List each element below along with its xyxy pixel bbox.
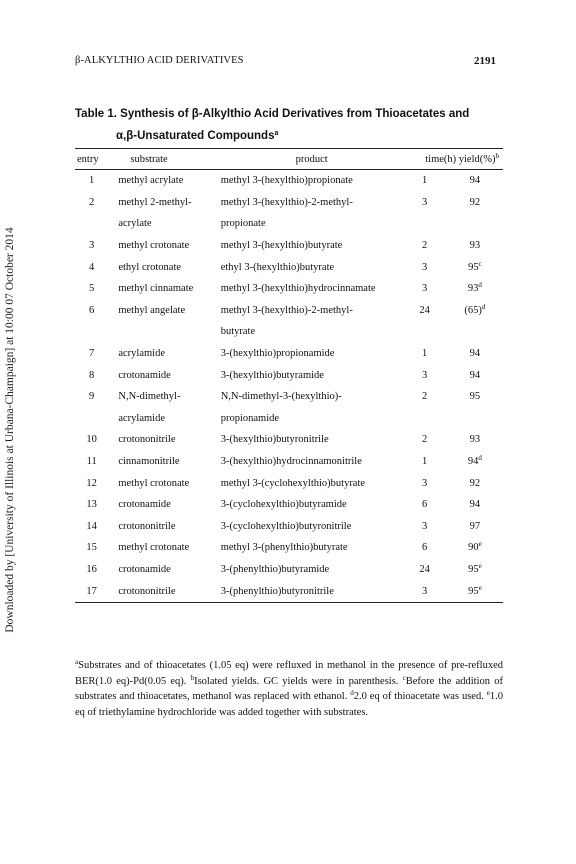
entry-cell xyxy=(75,321,108,343)
page-header xyxy=(75,55,496,67)
col-header-time-yield-text: time(h) yield(%) xyxy=(425,153,496,165)
substrate-cell: N,N-dimethyl- xyxy=(118,391,181,403)
entry-cell: 4 xyxy=(89,261,95,273)
yield-cell xyxy=(447,580,503,602)
running-head: β-ALKYLTHIO ACID DERIVATIVES xyxy=(75,55,244,66)
substrate-cell: methyl cinnamate xyxy=(118,283,194,295)
caption-line-1: Table 1. Synthesis of β-Alkylthio Acid Derivatives from Thioacetates and xyxy=(75,108,470,120)
caption-line-2-text: α,β-Unsaturated Compounds xyxy=(116,130,275,142)
col-header-footnote-mark: b xyxy=(495,151,499,160)
table-body xyxy=(75,170,503,603)
yield-footnote-mark: e xyxy=(478,583,482,592)
substrate-cell: crotononitrile xyxy=(118,434,176,446)
substrate-cell: acrylamide xyxy=(118,412,165,424)
substrate-cell: acrylate xyxy=(118,218,152,230)
table-row xyxy=(75,386,503,408)
table-row xyxy=(75,580,503,602)
table-row xyxy=(75,429,503,451)
product-cell: 3-(cyclohexylthio)butyronitrile xyxy=(220,520,352,532)
table-row xyxy=(75,559,503,581)
table-row xyxy=(75,170,503,192)
yield-value: 93 xyxy=(467,283,479,295)
caption-footnote-mark: a xyxy=(274,130,279,137)
footnote-mark: e xyxy=(486,689,490,697)
entry-cell: 8 xyxy=(89,369,95,381)
yield-cell xyxy=(447,472,503,494)
yield-cell xyxy=(447,559,503,581)
product-cell: butyrate xyxy=(220,326,256,338)
yield-cell xyxy=(447,537,503,559)
time-cell: 2 xyxy=(422,391,428,403)
time-cell: 3 xyxy=(422,520,428,532)
yield-value: 92 xyxy=(469,196,481,208)
product-cell: propionate xyxy=(220,218,266,230)
substrate-cell: crotononitrile xyxy=(118,520,176,532)
time-cell: 3 xyxy=(422,196,428,208)
substrate-cell: crotonamide xyxy=(118,563,171,575)
col-header-entry: entry xyxy=(75,149,108,170)
product-cell: 3-(hexylthio)hydrocinnamonitrile xyxy=(220,456,362,468)
yield-cell xyxy=(447,235,503,257)
yield-value: 94 xyxy=(469,175,481,187)
yield-cell xyxy=(447,170,503,192)
product-cell: 3-(hexylthio)propionamide xyxy=(220,348,335,360)
yield-value: 95 xyxy=(468,585,479,597)
footnote-text: 2.0 eq of thioacetate was used. xyxy=(353,691,487,702)
product-cell: 3-(cyclohexylthio)butyramide xyxy=(220,499,347,511)
table-row xyxy=(75,472,503,494)
table-row xyxy=(75,235,503,257)
substrate-cell: methyl crotonate xyxy=(118,477,190,489)
time-cell: 3 xyxy=(422,283,428,295)
results-table xyxy=(75,148,503,603)
entry-cell: 14 xyxy=(86,520,97,532)
time-cell xyxy=(403,213,447,235)
table-footnotes xyxy=(75,658,503,720)
yield-cell xyxy=(447,451,503,473)
yield-cell xyxy=(447,300,503,322)
product-cell: methyl 3-(hexylthio)-2-methyl- xyxy=(220,196,353,208)
substrate-cell: acrylamide xyxy=(118,348,165,360)
entry-cell: 10 xyxy=(86,434,97,446)
col-header-substrate: substrate xyxy=(108,149,220,170)
entry-cell: 1 xyxy=(89,175,95,187)
entry-cell: 2 xyxy=(89,196,95,208)
col-header-product: product xyxy=(221,149,403,170)
time-cell: 24 xyxy=(419,304,430,316)
yield-cell xyxy=(447,429,503,451)
substrate-cell: crotonamide xyxy=(118,499,171,511)
entry-cell: 17 xyxy=(75,580,108,602)
time-cell xyxy=(403,408,447,430)
footnote-mark: c xyxy=(402,673,406,682)
substrate-cell: methyl crotonate xyxy=(118,542,190,554)
time-cell: 1 xyxy=(422,348,428,360)
footnote-mark: b xyxy=(190,673,195,682)
yield-cell xyxy=(447,494,503,516)
substrate-cell: methyl crotonate xyxy=(118,240,190,252)
yield-cell xyxy=(447,321,503,343)
product-cell: methyl 3-(cyclohexylthio)butyrate xyxy=(220,477,366,489)
time-cell: 3 xyxy=(403,580,447,602)
yield-cell xyxy=(447,343,503,365)
substrate-cell: crotononitrile xyxy=(108,580,220,602)
page-number: 2191 xyxy=(474,55,496,67)
substrate-cell: crotonamide xyxy=(118,369,171,381)
entry-cell: 12 xyxy=(86,477,97,489)
table-row xyxy=(75,192,503,214)
yield-value: 93 xyxy=(469,434,481,446)
product-cell: 3-(hexylthio)butyramide xyxy=(220,369,324,381)
yield-value: 94 xyxy=(467,456,479,468)
table-row xyxy=(75,516,503,538)
product-cell: methyl 3-(hexylthio)butyrate xyxy=(220,240,343,252)
yield-value: 94 xyxy=(469,369,481,381)
yield-cell xyxy=(447,213,503,235)
substrate-cell: methyl acrylate xyxy=(118,175,184,187)
yield-cell xyxy=(447,516,503,538)
table-row xyxy=(75,451,503,473)
yield-value: 90 xyxy=(468,542,479,554)
table-row xyxy=(75,321,503,343)
entry-cell: 13 xyxy=(86,499,97,511)
entry-cell xyxy=(75,408,108,430)
table-row xyxy=(75,408,503,430)
time-cell xyxy=(403,321,447,343)
yield-cell xyxy=(447,386,503,408)
product-cell: methyl 3-(hexylthio)-2-methyl- xyxy=(220,304,353,316)
substrate-cell xyxy=(108,321,220,343)
product-cell: N,N-dimethyl-3-(hexylthio)- xyxy=(220,391,342,403)
table-row xyxy=(75,343,503,365)
yield-footnote-mark: e xyxy=(478,561,482,570)
product-cell: methyl 3-(hexylthio)hydrocinnamate xyxy=(220,283,376,295)
footnote-text: Before the addition of substrates and thioacetates, methanol was replaced with ethanol. xyxy=(75,675,503,702)
table-header-row xyxy=(75,149,503,170)
entry-cell: 3 xyxy=(89,240,95,252)
entry-cell: 5 xyxy=(89,283,95,295)
yield-value: 94 xyxy=(469,499,481,511)
yield-value: 92 xyxy=(469,477,481,489)
time-cell: 3 xyxy=(422,261,428,273)
entry-cell: 16 xyxy=(86,563,97,575)
yield-value: 95 xyxy=(469,391,481,403)
table-row xyxy=(75,364,503,386)
time-cell: 24 xyxy=(419,563,430,575)
table-row xyxy=(75,256,503,278)
product-cell: propionamide xyxy=(220,412,280,424)
time-cell: 3 xyxy=(422,369,428,381)
footnote-mark: a xyxy=(75,658,79,666)
table-row xyxy=(75,213,503,235)
table-row xyxy=(75,494,503,516)
yield-cell xyxy=(447,192,503,214)
substrate-cell: methyl angelate xyxy=(118,304,186,316)
product-cell: 3-(hexylthio)butyronitrile xyxy=(220,434,329,446)
download-watermark xyxy=(4,160,20,700)
col-header-time-yield xyxy=(403,149,503,170)
product-cell: methyl 3-(phenylthio)butyrate xyxy=(220,542,348,554)
yield-value: (65) xyxy=(464,304,482,316)
product-cell: 3-(phenylthio)butyronitrile xyxy=(221,580,403,602)
yield-footnote-mark: d xyxy=(478,281,482,290)
yield-cell xyxy=(447,256,503,278)
yield-value: 95 xyxy=(468,563,479,575)
time-cell: 1 xyxy=(422,175,428,187)
entry-cell: 15 xyxy=(86,542,97,554)
substrate-cell: ethyl crotonate xyxy=(118,261,182,273)
table-caption xyxy=(75,103,515,147)
footnote-text: Substrates and of thioacetates (1.05 eq) were refluxed in methanol in the presence of pre-refluxed BER(1.0 eq)-Pd(0.05 eq). xyxy=(75,660,503,687)
yield-cell xyxy=(447,408,503,430)
yield-value: 93 xyxy=(469,240,481,252)
product-cell: methyl 3-(hexylthio)propionate xyxy=(220,175,353,187)
yield-value: 94 xyxy=(469,348,481,360)
footnote-text: 1.0 eq of triethylamine hydrochloride was added together with substrates. xyxy=(75,691,503,718)
table-row xyxy=(75,300,503,322)
product-cell: 3-(phenylthio)butyramide xyxy=(220,563,330,575)
entry-cell xyxy=(75,213,108,235)
substrate-cell: cinnamonitrile xyxy=(118,456,180,468)
caption-line-2 xyxy=(75,125,515,147)
time-cell: 6 xyxy=(422,542,428,554)
yield-footnote-mark: c xyxy=(478,259,482,268)
time-cell: 3 xyxy=(422,477,428,489)
time-cell: 2 xyxy=(422,240,428,252)
yield-cell xyxy=(447,364,503,386)
table-row xyxy=(75,537,503,559)
yield-value: 97 xyxy=(469,520,481,532)
entry-cell: 6 xyxy=(89,304,95,316)
yield-cell xyxy=(447,278,503,300)
time-cell: 6 xyxy=(422,499,428,511)
footnote-mark: d xyxy=(350,689,354,697)
substrate-cell: methyl 2-methyl- xyxy=(118,196,192,208)
entry-cell: 7 xyxy=(89,348,95,360)
table-row xyxy=(75,278,503,300)
entry-cell: 9 xyxy=(89,391,95,403)
yield-value: 95 xyxy=(468,261,479,273)
footnote-text: Isolated yields. GC yields were in parenthesis. xyxy=(194,675,403,687)
yield-footnote-mark: e xyxy=(478,540,482,549)
product-cell: ethyl 3-(hexylthio)butyrate xyxy=(220,261,335,273)
time-cell: 2 xyxy=(422,434,428,446)
time-cell: 1 xyxy=(422,456,428,468)
download-watermark-text: Downloaded by [University of Illinois at Urbana-Champaign] at 10:00 07 October 2014 xyxy=(4,227,16,633)
entry-cell: 11 xyxy=(86,456,97,468)
yield-footnote-mark: d xyxy=(478,454,482,463)
yield-footnote-mark: d xyxy=(481,302,486,311)
